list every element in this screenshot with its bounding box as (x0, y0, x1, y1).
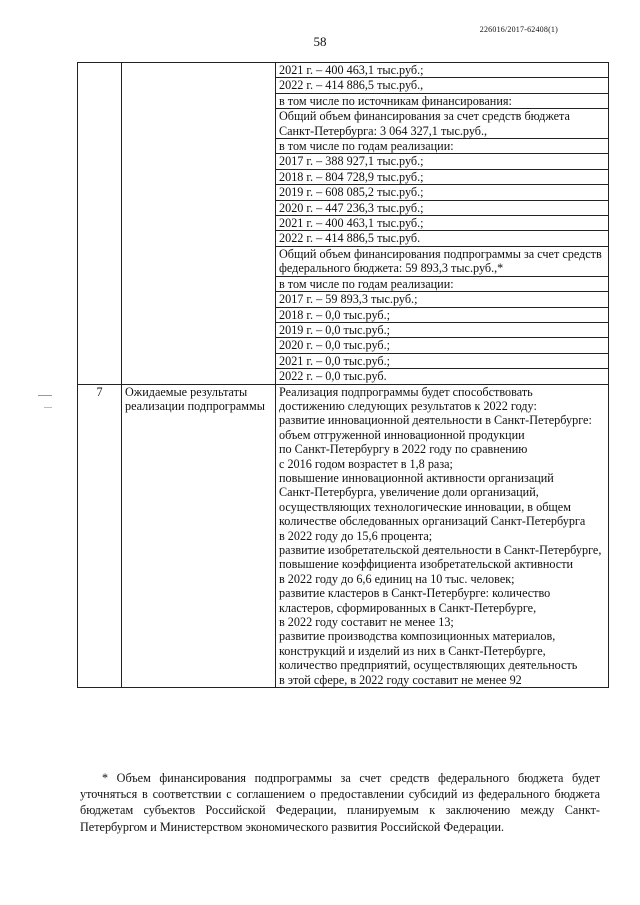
scan-mark (44, 407, 52, 408)
expected-results (276, 384, 609, 688)
result-line: повышение коэффициента изобретательской активности (279, 557, 574, 572)
table-body (78, 63, 609, 688)
financing-line: 2018 г. – 0,0 тыс.руб.; (276, 307, 609, 322)
result-line: конструкций и изделий из них в Санкт-Петербурге, (279, 643, 546, 658)
result-line: развитие кластеров в Санкт-Петербурге: количество (279, 586, 551, 601)
row-number: 7 (78, 384, 122, 688)
row-title-cell (122, 63, 276, 385)
result-line: в 2022 году до 6,6 единиц на 10 тыс. человек; (279, 571, 515, 586)
passport-table (77, 62, 609, 688)
financing-line: 2017 г. – 388 927,1 тыс.руб.; (276, 154, 609, 169)
result-line: с 2016 годом возрастет в 1,8 раза; (279, 456, 453, 471)
result-line: развитие инновационной деятельности в Санкт-Петербурге: (279, 413, 592, 428)
result-line: количестве обследованных организаций Санкт-Петербурга (279, 514, 586, 529)
result-line: Реализация подпрограммы будет способствовать (279, 384, 533, 399)
result-line: достижению следующих результатов к 2022 году: (279, 398, 537, 413)
result-line: кластеров, сформированных в Санкт-Петербурге, (279, 600, 537, 615)
table-row (78, 63, 609, 78)
result-line: количество предприятий, осуществляющих деятельность (279, 658, 578, 673)
financing-line: 2020 г. – 447 236,3 тыс.руб.; (276, 200, 609, 215)
result-line: развитие изобретательской деятельности в Санкт-Петербурге, (279, 543, 602, 557)
document-id: 226016/2017-62408(1) (479, 25, 558, 34)
financing-line: Общий объем финансирования подпрограммы за счет средств федерального бюджета: 59 893,3 тыс.руб.,* (276, 246, 609, 276)
financing-line: в том числе по годам реализации: (276, 276, 609, 291)
financing-line: 2017 г. – 59 893,3 тыс.руб.; (276, 292, 609, 307)
financing-line: в том числе по годам реализации: (276, 139, 609, 154)
result-line: развитие производства композиционных материалов, (279, 629, 556, 644)
financing-line: 2021 г. – 400 463,1 тыс.руб.; (276, 216, 609, 231)
financing-line: 2019 г. – 0,0 тыс.руб.; (276, 322, 609, 337)
financing-line: 2021 г. – 400 463,1 тыс.руб.; (276, 63, 609, 78)
financing-line: 2022 г. – 414 886,5 тыс.руб. (276, 231, 609, 246)
financing-line: Общий объем финансирования за счет средств бюджета Санкт-Петербурга: 3 064 327,1 тыс.руб., (276, 109, 609, 139)
result-line: в этой сфере, в 2022 году составит не менее 92 (279, 672, 522, 687)
financing-line: 2020 г. – 0,0 тыс.руб.; (276, 338, 609, 353)
financing-line: 2022 г. – 414 886,5 тыс.руб., (276, 78, 609, 93)
result-line: повышение инновационной активности организаций (279, 470, 554, 485)
table-row (78, 384, 609, 688)
row-title: Ожидаемые результаты реализации подпрограммы (122, 384, 276, 688)
financing-line: 2021 г. – 0,0 тыс.руб.; (276, 353, 609, 368)
scan-mark (38, 395, 52, 396)
financing-line: 2018 г. – 804 728,9 тыс.руб.; (276, 169, 609, 184)
financing-line: 2019 г. – 608 085,2 тыс.руб.; (276, 185, 609, 200)
result-line: по Санкт-Петербургу в 2022 году по сравнению (279, 442, 528, 457)
result-line: Санкт-Петербурга, увеличение доли организаций, (279, 485, 539, 500)
row-number-cell (78, 63, 122, 385)
footnote: * Объем финансирования подпрограммы за счет средств федерального бюджета будет уточняться в соответствии с соглашением о предоставлении субсидий из федерального бюджета бюджетам субъектов Российской Федерации, планируемым к заключению между Санкт-Петербургом и Министерством экономического развития Российской Федерации. (80, 771, 600, 834)
page-number: 58 (313, 34, 327, 49)
result-line: в 2022 году до 15,6 процента; (279, 528, 433, 543)
result-line: осуществляющих технологические инновации, в общем (279, 499, 571, 514)
result-line: в 2022 году составит не менее 13; (279, 615, 454, 630)
financing-line: 2022 г. – 0,0 тыс.руб. (276, 369, 609, 384)
result-line: объем отгруженной инновационной продукции (279, 427, 525, 442)
financing-line: в том числе по источникам финансирования: (276, 93, 609, 108)
